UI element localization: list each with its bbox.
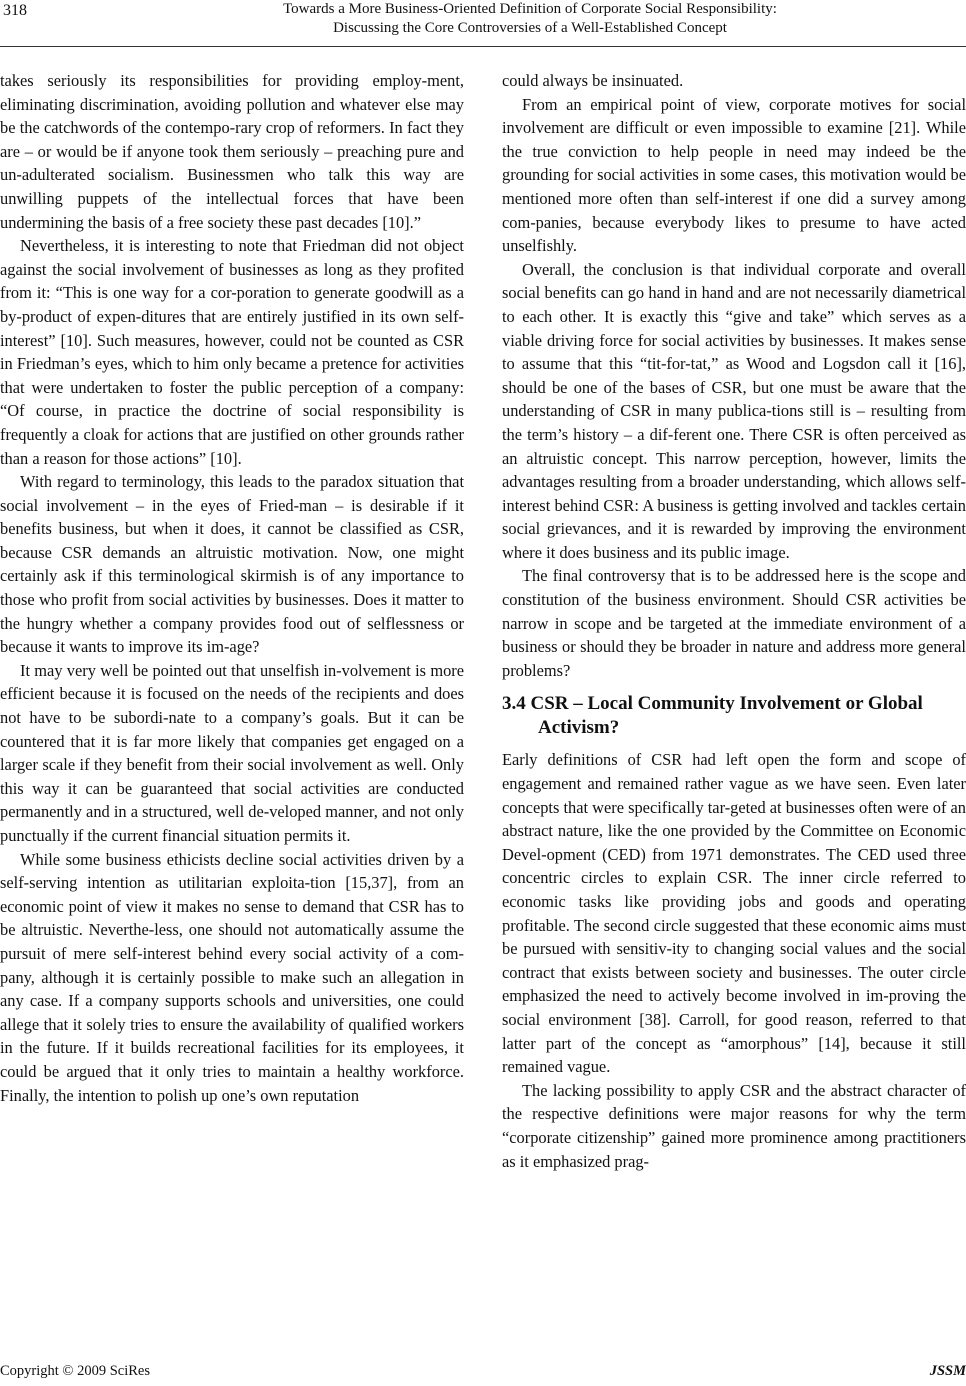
paragraph: Early definitions of CSR had left open the form and scope of engagement and remained rather vague as we have seen. Even later concepts that were specifically tar-geted at businesses often were of an abstract nature, like the one provided by the Committee on Economic Devel-opment (CED) from 1971 demonstrates. The CED used three concentric circles to explain CSR. The inner circle referred to economic tasks like providing jobs and goods and operating profitable. The second circle suggested that these economic aims must be pursued with sensitiv-ity to changing social values and the social contract that exists between society and businesses. The outer circle emphasized the need to actively become involved in im-proving the social environment [38]. Carroll, for good reason, referred to that latter part of the concept as “amorphous” [14], because it still remained vague. — [502, 750, 966, 1077]
section-heading: 3.4 CSR – Local Community Involvement or Global Activism? — [502, 693, 923, 739]
paragraph: With regard to terminology, this leads to the paradox situation that social involvement – in the eyes of Fried-man – is desirable if it benefits business, but when it does, it cannot be classified as CSR, because CSR demands an altruistic motivation. Now, one might certainly ask if this terminological skirmish is of any importance to those who profit from social activities by businesses. Does it matter to the hungry whether a company provides food out of selflessness or because it wants to improve its im-age? — [0, 472, 464, 657]
paragraph: From an empirical point of view, corporate motives for social involvement are difficult or even impossible to examine [21]. While the true conviction to help people in need may indeed be the grounding for social activities in some cases, this motivation would be mentioned more often than self-interest if one did a survey among com-panies, because everybody likes to presume to have acted unselfishly. — [502, 94, 966, 256]
paragraph: takes seriously its responsibilities for providing employ-ment, eliminating discrimination, avoiding pollution and whatever else may be the catchwords of the contempo-rary crop of reformers. In fact they are – or would be if anyone took them seriously – preaching pure and un-adulterated socialism. Businessmen who talk this way are unwilling puppets of the intellectual forces that have been undermining the basis of a free society these past decades [10].” — [0, 71, 464, 232]
copyright-notice: Copyright © 2009 SciRes — [0, 1363, 150, 1379]
header-divider — [0, 46, 966, 47]
paragraph: Nevertheless, it is interesting to note that Friedman did not object against the social involvement of businesses as long as they profited from it: “This is one way for a cor-poration to generate goodwill as a by-product of expen-ditures that are entirely justified in its own self-interest” [10]. Such measures, however, could not be counted as CSR in Friedman’s eyes, which to him only became a pretence for activities that were undertaken to foster the public perception of a company: “Of course, in practice the doctrine of social responsibility is frequently a cloak for actions that are justified on other grounds rather than a reason for those actions” [10]. — [0, 236, 464, 468]
paragraph: It may very well be pointed out that unselfish in-volvement is more efficient because it is focused on the needs of the recipients and does not have to be subordi-nate to a company’s goals. But it can be countered that it is far more likely that companies get engaged on a larger scale if they benefit from their social involvement as well. Only this way it can be guaranteed that social activities are conducted permanently and in a structured, well de-veloped manner, and not only punctually if the current financial situation permits it. — [0, 660, 464, 845]
running-title — [180, 0, 880, 38]
paragraph: While some business ethicists decline social activities driven by a self-serving intention as utilitarian exploita-tion [15,37], from an economic point of view it makes no sense to demand that CSR has to be altruistic. Neverthe-less, one should not automatically assume the pursuit of mere self-interest behind every social activity of a com-pany, although it is certainly possible to make such an allegation in any case. If a company supports schools and universities, one could allege that it solely tries to ensure the availability of qualified workers in the future. If it builds recreational facilities for its employees, it could be argued that it only tries to maintain a healthy workforce. Finally, the intention to polish up one’s own reputation — [0, 849, 464, 1105]
journal-abbreviation: JSSM — [929, 1363, 966, 1379]
left-column — [0, 69, 464, 1107]
page-number: 318 — [3, 2, 27, 19]
paragraph: could always be insinuated. — [502, 71, 684, 90]
running-header — [0, 0, 966, 50]
paragraph: Overall, the conclusion is that individual corporate and overall social benefits can go hand in hand and are not necessarily diametrical to each other. It is exactly this “give and take” which serves as a viable driving force for social activities by businesses. It makes sense to assume that this “tit-for-tat,” as Wood and Logsdon call it [16], should be one of the bases of CSR, but one must be aware that the understanding of CSR in many publica-tions still is – resulting from the term’s history – a dif-ferent one. There CSR is often perceived as an altruistic concept. This narrow perception, however, limits the advantages resulting from a broader understanding, which allows self-interest behind CSR: A business is getting involved and tackles certain social grievances, and it is rewarded by improving the environment where it does business and its public image. — [502, 259, 966, 562]
running-title-line-1: Towards a More Business-Oriented Definition of Corporate Social Responsibility: — [283, 1, 777, 17]
paragraph: The final controversy that is to be addressed here is the scope and constitution of the business environment. Should CSR activities be narrow in scope and be targeted at the immediate environment of a business or should they be broader in nature and address more general problems? — [502, 566, 966, 680]
paragraph: The lacking possibility to apply CSR and the abstract character of the respective definitions were major reasons for why the term “corporate citizenship” gained more prominence among practitioners as it emphasized prag- — [502, 1080, 966, 1171]
running-title-line-2: Discussing the Core Controversies of a Well-Established Concept — [333, 20, 727, 36]
right-column — [502, 69, 966, 1173]
